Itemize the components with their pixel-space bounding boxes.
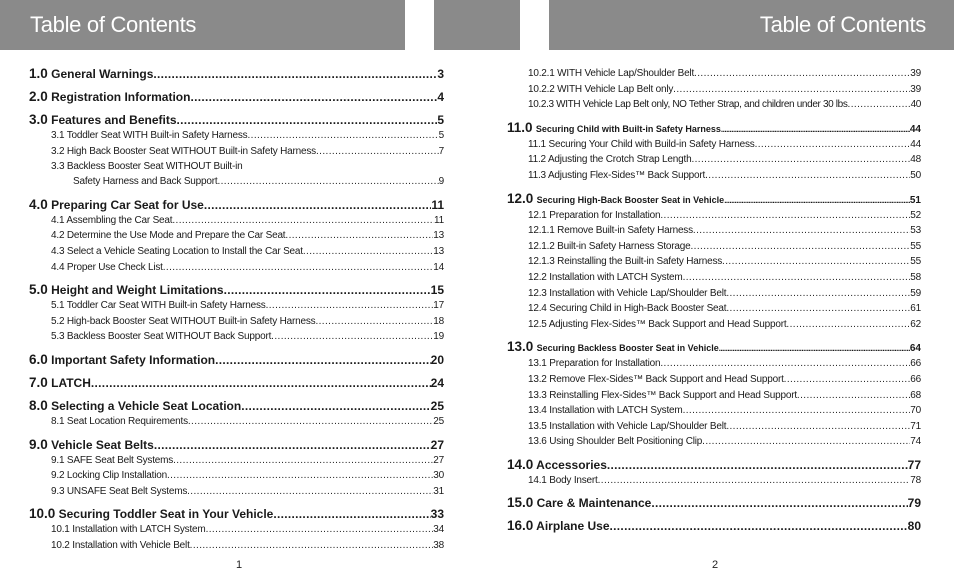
- subentry-title: 3.2 High Back Booster Seat WITHOUT Built-in Safety Harness: [51, 145, 316, 157]
- page-ref: 19: [433, 331, 444, 343]
- page-ref: 5: [437, 113, 444, 127]
- section-number: 1.0: [29, 66, 48, 81]
- page-ref: 13: [433, 230, 444, 242]
- section-number: 7.0: [29, 374, 48, 390]
- page-ref: 3: [437, 67, 444, 81]
- toc-entry-3-0[interactable]: [29, 112, 444, 128]
- section-number: 13.0: [507, 339, 534, 355]
- subentry-title: 12.5 Adjusting Flex-Sides™ Back Support and Head Support: [528, 318, 787, 330]
- toc-subentry[interactable]: [29, 213, 444, 229]
- toc-entry-15-0[interactable]: [507, 495, 921, 511]
- subentry-title: 11.2 Adjusting the Crotch Strap Length: [528, 154, 692, 166]
- toc-subentry[interactable]: [507, 473, 921, 489]
- section-number: 3.0: [29, 112, 48, 127]
- toc-subentry[interactable]: [507, 301, 921, 317]
- toc-subentry[interactable]: [507, 403, 921, 419]
- subentry-title: 13.2 Remove Flex-Sides™ Back Support and Head Support: [528, 373, 784, 385]
- subentry-title: 3.3 Backless Booster Seat WITHOUT Built-in: [51, 161, 243, 173]
- section-number: 2.0: [29, 89, 48, 104]
- page-number-right: 2: [712, 559, 719, 571]
- page-ref: 80: [907, 519, 921, 534]
- page-ref: 79: [907, 496, 921, 511]
- subentry-title: 5.3 Backless Booster Seat WITHOUT Back Support: [51, 331, 272, 343]
- page-ref: 9: [438, 176, 444, 188]
- toc-subentry[interactable]: [29, 453, 444, 469]
- section-title: Securing Toddler Seat in Your Vehicle: [58, 507, 274, 522]
- page-ref: 24: [430, 375, 444, 390]
- toc-entry-1-0[interactable]: [29, 66, 444, 82]
- subentry-title: 5.2 High-back Booster Seat WITHOUT Built-in Safety Harness: [51, 315, 316, 327]
- toc-subentry[interactable]: [29, 260, 444, 276]
- subentry-title: 10.2.1 WITH Vehicle Lap/Shoulder Belt: [528, 68, 695, 79]
- subentry-title: 12.3 Installation with Vehicle Lap/Shoulder Belt: [528, 287, 727, 299]
- subentry-title: 12.4 Securing Child in High-Back Booster Seat: [528, 303, 727, 315]
- page-ref: 27: [430, 437, 444, 452]
- section-number: 15.0: [507, 495, 534, 511]
- toc-subentry-wrapped-line[interactable]: [29, 159, 444, 174]
- page-ref: 44: [909, 123, 921, 135]
- toc-entry-4-0[interactable]: [29, 197, 444, 213]
- center-header-bar: [434, 0, 520, 50]
- page-ref: 17: [433, 300, 444, 312]
- subentry-title: 4.2 Determine the Use Mode and Prepare the Car Seat: [51, 230, 286, 242]
- toc-subentry[interactable]: [507, 168, 921, 184]
- toc-subentry[interactable]: [29, 244, 444, 260]
- section-title: Selecting a Vehicle Seat Location: [51, 398, 242, 413]
- section-number: 4.0: [29, 196, 48, 212]
- section-number: 8.0: [29, 397, 48, 413]
- toc-subentry[interactable]: [507, 208, 921, 224]
- toc-subentry[interactable]: [507, 152, 921, 168]
- right-header-bar: [549, 0, 954, 50]
- page-ref: 51: [909, 194, 921, 206]
- page-ref: 53: [910, 225, 921, 237]
- page-ref: 71: [910, 420, 921, 432]
- toc-right-column: [507, 66, 921, 534]
- section-number: 11.0: [507, 119, 533, 135]
- subentry-title: 4.4 Proper Use Check List: [51, 261, 163, 273]
- toc-entry-10-0[interactable]: [29, 506, 444, 522]
- section-number: 6.0: [29, 351, 48, 367]
- page-ref: 7: [438, 145, 444, 157]
- toc-subentry[interactable]: [507, 223, 921, 239]
- page-ref: 34: [433, 524, 444, 536]
- page-ref: 25: [430, 398, 444, 413]
- section-number: 12.0: [507, 190, 534, 206]
- toc-subentry[interactable]: [29, 228, 444, 244]
- toc-subentry[interactable]: [29, 144, 444, 160]
- toc-entry-16-0[interactable]: [507, 518, 921, 534]
- section-title: Securing Backless Booster Seat in Vehicle: [536, 343, 719, 354]
- subentry-title: 12.1 Preparation for Installation: [528, 209, 661, 221]
- page-ref: 48: [910, 154, 921, 166]
- page-ref: 11: [434, 214, 444, 226]
- subentry-title: 12.2 Installation with LATCH System: [528, 271, 683, 283]
- page-ref: 44: [910, 138, 921, 150]
- page-ref: 38: [433, 539, 444, 551]
- page-ref: 27: [433, 454, 444, 466]
- section-number: 5.0: [29, 282, 48, 298]
- page-ref: 33: [430, 507, 444, 522]
- subentry-title: 13.6 Using Shoulder Belt Positioning Clip: [528, 436, 703, 448]
- toc-subentry[interactable]: [507, 317, 921, 333]
- subentry-title: 4.1 Assembling the Car Seat: [51, 214, 173, 226]
- subentry-title: 10.2.3 WITH Vehicle Lap Belt only, NO Tether Strap, and children under 30 lbs: [528, 99, 848, 111]
- toc-entry-2-0[interactable]: [29, 89, 444, 105]
- toc-subentry[interactable]: [29, 329, 444, 345]
- page-ref: 58: [910, 271, 921, 283]
- section-title: Care & Maintenance: [536, 496, 652, 511]
- section-title: Accessories: [536, 457, 607, 472]
- toc-entry-7-0[interactable]: [29, 375, 444, 391]
- page-ref: 77: [907, 457, 921, 472]
- toc-entry-14-0[interactable]: [507, 457, 921, 473]
- page-ref: 52: [910, 209, 921, 221]
- toc-subentry[interactable]: [507, 66, 921, 82]
- page-ref: 55: [910, 240, 921, 252]
- subentry-title: 13.5 Installation with Vehicle Lap/Shoulder Belt: [528, 420, 727, 432]
- toc-entry-5-0[interactable]: [29, 282, 444, 298]
- toc-subentry[interactable]: [29, 128, 444, 144]
- page-ref: 39: [910, 68, 921, 79]
- toc-subentry[interactable]: [29, 484, 444, 500]
- subentry-title: 4.3 Select a Vehicle Seating Location to Install the Car Seat: [51, 245, 303, 257]
- subentry-title: 12.1.2 Built-in Safety Harness Storage: [528, 240, 691, 252]
- toc-subentry[interactable]: [29, 522, 444, 538]
- section-title: Airplane Use: [536, 519, 610, 534]
- toc-subentry[interactable]: [29, 538, 444, 554]
- subentry-title: 12.1.1 Remove Built-in Safety Harness: [528, 225, 693, 237]
- section-number: 10.0: [29, 506, 56, 522]
- page-ref: 74: [910, 436, 921, 448]
- toc-entry-11-0[interactable]: [507, 120, 921, 137]
- page-ref: 30: [433, 470, 444, 482]
- page-ref: 5: [438, 130, 444, 141]
- toc-subentry[interactable]: [507, 97, 921, 113]
- right-page-title: Table of Contents: [759, 12, 926, 37]
- page-ref: 66: [910, 373, 921, 385]
- page-ref: 20: [430, 352, 444, 367]
- section-title: Important Safety Information: [51, 352, 216, 367]
- page-ref: 25: [433, 415, 444, 427]
- subentry-title: 10.1 Installation with LATCH System: [51, 524, 206, 536]
- toc-entry-6-0[interactable]: [29, 352, 444, 368]
- page-ref: 64: [909, 343, 921, 355]
- toc-subentry[interactable]: [507, 434, 921, 450]
- subentry-title: 11.3 Adjusting Flex-Sides™ Back Support: [528, 169, 706, 181]
- toc-subentry[interactable]: [507, 82, 921, 98]
- page-ref: 68: [910, 389, 921, 401]
- page-ref: 61: [910, 303, 921, 315]
- page-ref: 40: [910, 99, 921, 111]
- section-title: Securing Child with Built-in Safety Harness: [535, 123, 721, 134]
- toc-entry-13-0[interactable]: [507, 339, 921, 356]
- toc-subentry[interactable]: [507, 388, 921, 404]
- toc-subentry[interactable]: [507, 419, 921, 435]
- page-ref: 59: [910, 287, 921, 299]
- toc-subentry[interactable]: [507, 137, 921, 153]
- toc-entry-9-0[interactable]: [29, 437, 444, 453]
- toc-subentry[interactable]: [507, 286, 921, 302]
- toc-subentry[interactable]: [29, 468, 444, 484]
- toc-subentry[interactable]: [29, 414, 444, 430]
- subentry-title: 9.3 UNSAFE Seat Belt Systems: [51, 485, 188, 497]
- subentry-title: 9.1 SAFE Seat Belt Systems: [51, 454, 174, 466]
- section-title: Preparing Car Seat for Use: [51, 197, 204, 212]
- toc-subentry[interactable]: [507, 356, 921, 372]
- subentry-title: 5.1 Toddler Car Seat WITH Built-in Safety Harness: [51, 300, 266, 312]
- page-ref: 14: [433, 261, 444, 273]
- page-ref: 66: [910, 358, 921, 370]
- subentry-title: 9.2 Locking Clip Installation: [51, 470, 167, 482]
- subentry-title: 13.3 Reinstalling Flex-Sides™ Back Support and Head Support: [528, 389, 797, 401]
- page-ref: 70: [910, 405, 921, 417]
- subentry-title: 8.1 Seat Location Requirements: [51, 415, 188, 427]
- subentry-title: 11.1 Securing Your Child with Build-in Safety Harness: [528, 138, 755, 150]
- left-page-title: Table of Contents: [30, 12, 197, 37]
- section-title: Height and Weight Limitations: [51, 283, 224, 298]
- toc-subentry[interactable]: [507, 372, 921, 388]
- page-ref: 18: [433, 315, 444, 327]
- page-ref: 11: [431, 197, 444, 212]
- toc-entry-12-0[interactable]: [507, 191, 921, 208]
- section-title: General Warnings: [51, 67, 154, 81]
- subentry-title: 10.2 Installation with Vehicle Belt: [51, 539, 190, 551]
- section-number: 9.0: [29, 436, 48, 452]
- section-title: LATCH: [51, 375, 91, 390]
- page-ref: 31: [433, 485, 444, 497]
- toc-subentry[interactable]: [507, 270, 921, 286]
- page-ref: 62: [910, 318, 921, 330]
- subentry-title: 13.4 Installation with LATCH System: [528, 405, 683, 417]
- section-number: 14.0: [507, 456, 534, 472]
- page-ref: 50: [910, 169, 921, 181]
- section-title: Securing High-Back Booster Seat in Vehicle: [536, 194, 725, 205]
- toc-subentry[interactable]: [29, 174, 444, 190]
- subentry-title: 12.1.3 Reinstalling the Built-in Safety Harness: [528, 256, 723, 268]
- section-number: 16.0: [507, 518, 534, 534]
- page-number-left: 1: [236, 559, 243, 571]
- section-title: Features and Benefits: [51, 113, 177, 127]
- subentry-title: 10.2.2 WITH Vehicle Lap Belt only: [528, 83, 674, 95]
- subentry-title: 14.1 Body Insert: [528, 474, 598, 486]
- subentry-title: 3.1 Toddler Seat WITH Built-in Safety Harness: [51, 130, 248, 141]
- page-ref: 39: [910, 83, 921, 95]
- subentry-title-continued: Safety Harness and Back Support: [73, 176, 218, 188]
- page-ref: 4: [437, 90, 444, 104]
- toc-entry-8-0[interactable]: [29, 398, 444, 414]
- left-header-bar: [0, 0, 405, 50]
- toc-subentry[interactable]: [507, 239, 921, 255]
- toc-subentry[interactable]: [507, 254, 921, 270]
- toc-subentry[interactable]: [29, 298, 444, 314]
- subentry-title: 13.1 Preparation for Installation: [528, 358, 661, 370]
- section-title: Vehicle Seat Belts: [51, 437, 154, 452]
- toc-left-column: [29, 66, 444, 554]
- section-title: Registration Information: [51, 90, 191, 104]
- page-ref: 55: [910, 256, 921, 268]
- page-ref: 13: [433, 245, 444, 257]
- page-ref: 78: [910, 474, 921, 486]
- toc-subentry[interactable]: [29, 314, 444, 330]
- page-ref: 15: [430, 283, 444, 298]
